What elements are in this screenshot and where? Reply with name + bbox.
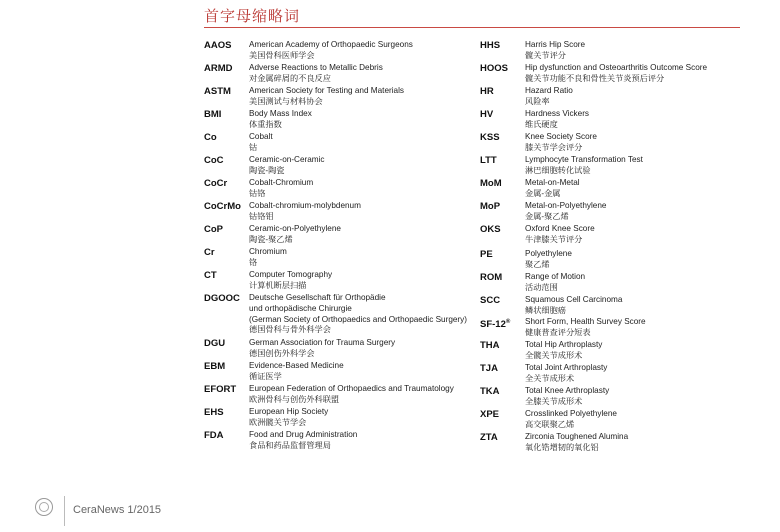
acronym-description — [525, 178, 740, 200]
acronym-entry — [480, 249, 740, 271]
description-line: European Federation of Orthopaedics and Traumatology — [249, 384, 454, 393]
description-chinese: 鳞状细胞癌 — [525, 305, 566, 315]
acronym-description — [525, 63, 740, 85]
acronym-abbr: ROM — [480, 272, 503, 283]
footer-divider — [64, 496, 65, 526]
acronym-abbr: HOOS — [480, 63, 508, 74]
acronym-abbr: HHS — [480, 40, 501, 51]
acronym-description — [525, 295, 740, 317]
description-chinese: 陶瓷-陶瓷 — [249, 165, 285, 175]
description-chinese: 德国创伤外科学会 — [249, 348, 315, 358]
acronym-description — [249, 109, 480, 131]
acronym-abbr: HV — [480, 109, 494, 120]
acronym-entry — [204, 224, 480, 246]
description-line: Metal-on-Polyethylene — [525, 201, 607, 210]
acronym-entry — [204, 407, 480, 429]
acronym-abbr: OKS — [480, 224, 501, 235]
acronym-description — [525, 86, 740, 108]
acronym-abbr: AAOS — [204, 40, 232, 51]
acronym-entry — [480, 340, 740, 362]
acronym-abbr: PE — [480, 249, 493, 260]
description-chinese: 活动范围 — [525, 282, 558, 292]
description-chinese: 全关节成形术 — [525, 373, 575, 383]
description-chinese: 金属-金属 — [525, 188, 561, 198]
logo-icon — [35, 498, 53, 516]
description-line: Ceramic-on-Ceramic — [249, 155, 325, 164]
description-chinese: 美国骨科医师学会 — [249, 50, 315, 60]
acronym-description — [249, 132, 480, 154]
acronym-description — [525, 386, 740, 408]
acronym-description — [249, 384, 480, 406]
description-chinese: 欧洲髋关节学会 — [249, 417, 307, 427]
acronym-entry — [480, 409, 740, 431]
acronym-entry — [480, 295, 740, 317]
acronym-abbr: EBM — [204, 361, 226, 372]
description-line: Cobalt — [249, 132, 273, 141]
description-chinese: 全髋关节成形术 — [525, 350, 583, 360]
acronym-entry — [204, 178, 480, 200]
acronym-entry — [204, 430, 480, 452]
acronym-abbr: FDA — [204, 430, 224, 441]
acronym-description — [525, 40, 740, 62]
acronym-abbr: CoC — [204, 155, 224, 166]
footer — [35, 498, 53, 516]
acronym-abbr: ARMD — [204, 63, 233, 74]
description-line: Adverse Reactions to Metallic Debris — [249, 63, 383, 72]
acronym-entry — [480, 224, 740, 246]
acronym-entry — [204, 293, 480, 336]
acronym-description — [249, 430, 480, 452]
acronym-description — [525, 317, 740, 339]
description-chinese: 钴铬 — [249, 188, 266, 198]
description-chinese: 德国骨科与骨外科学会 — [249, 325, 331, 335]
description-chinese: 健康普查评分短表 — [525, 327, 591, 337]
description-chinese: 聚乙烯 — [525, 259, 550, 269]
acronym-description — [249, 86, 480, 108]
description-chinese: 氧化锆增韧的氧化铝 — [525, 442, 599, 452]
acronym-description — [525, 272, 740, 294]
description-chinese: 髋关节评分 — [525, 50, 566, 60]
description-chinese: 淋巴细胞转化试验 — [525, 165, 591, 175]
description-line: Evidence-Based Medicine — [249, 361, 344, 370]
acronym-abbr: SF-12® — [480, 319, 511, 331]
acronym-abbr: LTT — [480, 155, 497, 166]
description-line: Hip dysfunction and Osteoarthritis Outcome Score — [525, 63, 708, 72]
acronym-description — [249, 155, 480, 177]
acronym-abbr: Cr — [204, 247, 215, 258]
acronym-entry — [480, 63, 740, 85]
acronym-description — [525, 201, 740, 223]
acronym-abbr: CoCrMo — [204, 201, 241, 212]
acronym-entry — [204, 201, 480, 223]
acronym-abbr: CT — [204, 270, 217, 281]
acronym-abbr: BMI — [204, 109, 222, 120]
description-line: Crosslinked Polyethylene — [525, 409, 617, 418]
description-line: Metal-on-Metal — [525, 178, 580, 187]
description-line: Chromium — [249, 247, 287, 256]
acronym-description — [249, 407, 480, 429]
description-line: Body Mass Index — [249, 109, 312, 118]
acronym-abbr: ASTM — [204, 86, 231, 97]
acronym-entry — [480, 363, 740, 385]
acronym-abbr: EHS — [204, 407, 224, 418]
description-chinese: 髋关节功能不良和骨性关节炎预后评分 — [525, 73, 665, 83]
acronym-abbr: MoP — [480, 201, 501, 212]
acronym-abbr: EFORT — [204, 384, 237, 395]
description-line: Cobalt-chromium-molybdenum — [249, 201, 361, 210]
description-line: Oxford Knee Score — [525, 224, 595, 233]
description-chinese: 钴铬钼 — [249, 211, 274, 221]
footer-text: CeraNews 1/2015 — [73, 504, 162, 516]
acronym-description — [249, 224, 480, 246]
acronym-description — [249, 270, 480, 292]
description-chinese: 循证医学 — [249, 371, 282, 381]
acronym-abbr: HR — [480, 86, 494, 97]
description-line: Ceramic-on-Polyethylene — [249, 224, 341, 233]
description-chinese: 欧洲骨科与创伤外科联盟 — [249, 394, 340, 404]
description-chinese: 风险率 — [525, 96, 550, 106]
description-line: Harris Hip Score — [525, 40, 586, 49]
description-chinese: 维氏硬度 — [525, 119, 558, 129]
description-line: Lymphocyte Transformation Test — [525, 155, 643, 164]
acronym-entry — [480, 155, 740, 177]
description-line: Total Hip Arthroplasty — [525, 340, 603, 349]
acronym-description — [249, 63, 480, 85]
description-chinese: 高交联聚乙烯 — [525, 419, 575, 429]
acronym-entry — [204, 63, 480, 85]
description-line: Knee Society Score — [525, 132, 597, 141]
description-chinese: 食品和药品监督管理局 — [249, 440, 331, 450]
description-chinese: 铬 — [249, 257, 258, 267]
acronym-abbr: TJA — [480, 363, 498, 374]
acronym-description — [525, 109, 740, 131]
acronym-abbr: SCC — [480, 295, 501, 306]
acronym-description — [249, 338, 480, 360]
acronym-abbr: THA — [480, 340, 500, 351]
description-chinese: 美国测试与材料协会 — [249, 96, 323, 106]
acronym-description — [525, 409, 740, 431]
description-line: und orthopädische Chirurgie — [249, 303, 352, 313]
acronym-abbr: CoP — [204, 224, 223, 235]
title-divider — [204, 27, 740, 28]
acronym-abbr: TKA — [480, 386, 500, 397]
acronym-description — [249, 178, 480, 200]
description-chinese: 钴 — [249, 142, 258, 152]
acronym-description — [525, 132, 740, 154]
description-line: Short Form, Health Survey Score — [525, 317, 646, 326]
description-line: American Society for Testing and Materials — [249, 86, 405, 95]
acronym-entry — [204, 247, 480, 269]
acronym-entry — [480, 201, 740, 223]
acronym-entry — [480, 178, 740, 200]
acronym-abbr: XPE — [480, 409, 500, 420]
page-title: 首字母缩略词 — [204, 8, 301, 25]
acronym-entry — [204, 361, 480, 383]
acronym-entry — [204, 338, 480, 360]
acronym-entry — [204, 109, 480, 131]
acronym-description — [525, 363, 740, 385]
acronym-abbr: Co — [204, 132, 217, 143]
description-chinese: 计算机断层扫描 — [249, 280, 307, 290]
acronym-entry — [480, 432, 740, 454]
description-line: Polyethylene — [525, 249, 572, 258]
description-line: Deutsche Gesellschaft für Orthopädie — [249, 293, 386, 302]
acronym-entry — [204, 86, 480, 108]
description-chinese: 对金属碎屑的不良反应 — [249, 73, 331, 83]
acronym-abbr: DGU — [204, 338, 226, 349]
description-line: Computer Tomography — [249, 270, 333, 279]
description-line: German Association for Trauma Surgery — [249, 338, 396, 347]
acronym-entry — [480, 40, 740, 62]
acronym-entry — [480, 86, 740, 108]
acronym-abbr: KSS — [480, 132, 500, 143]
acronym-description — [525, 340, 740, 362]
acronym-description — [249, 40, 480, 62]
acronym-description — [249, 361, 480, 383]
description-line: (German Society of Orthopaedics and Orthopaedic Surgery) — [249, 314, 467, 324]
acronym-description — [525, 249, 740, 271]
description-line: Hardness Vickers — [525, 109, 590, 118]
acronym-description — [249, 247, 480, 269]
description-line: Total Joint Arthroplasty — [525, 363, 608, 372]
acronym-entry — [204, 270, 480, 292]
acronym-entry — [204, 384, 480, 406]
acronym-abbr: CoCr — [204, 178, 228, 189]
acronym-entry — [480, 317, 740, 339]
acronym-description — [525, 155, 740, 177]
description-chinese: 膝关节学会评分 — [525, 142, 583, 152]
acronym-description — [525, 432, 740, 454]
acronym-entry — [480, 132, 740, 154]
description-line: Range of Motion — [525, 272, 586, 281]
acronym-abbr: DGOOC — [204, 293, 240, 304]
description-chinese: 体重指数 — [249, 119, 282, 129]
acronym-description — [249, 201, 480, 223]
description-line: Cobalt-Chromium — [249, 178, 314, 187]
description-line: Hazard Ratio — [525, 86, 573, 95]
acronym-abbr: MoM — [480, 178, 502, 189]
acronym-entry — [204, 155, 480, 177]
description-line: Total Knee Arthroplasty — [525, 386, 610, 395]
description-line: Zirconia Toughened Alumina — [525, 432, 629, 441]
acronym-entry — [480, 109, 740, 131]
description-line: American Academy of Orthopaedic Surgeons — [249, 40, 413, 49]
description-chinese: 全膝关节成形术 — [525, 396, 583, 406]
description-chinese: 陶瓷-聚乙烯 — [249, 234, 293, 244]
acronym-entry — [480, 272, 740, 294]
acronym-abbr: ZTA — [480, 432, 498, 443]
description-line: Squamous Cell Carcinoma — [525, 295, 623, 304]
acronym-entry — [480, 386, 740, 408]
description-chinese: 金属-聚乙烯 — [525, 211, 569, 221]
description-line: Food and Drug Administration — [249, 430, 358, 439]
acronym-entry — [204, 40, 480, 62]
acronym-description — [525, 224, 740, 246]
description-line: European Hip Society — [249, 407, 329, 416]
acronym-description — [249, 293, 480, 336]
registered-mark: ® — [505, 319, 511, 325]
description-chinese: 牛津膝关节评分 — [525, 234, 583, 244]
acronym-entry — [204, 132, 480, 154]
